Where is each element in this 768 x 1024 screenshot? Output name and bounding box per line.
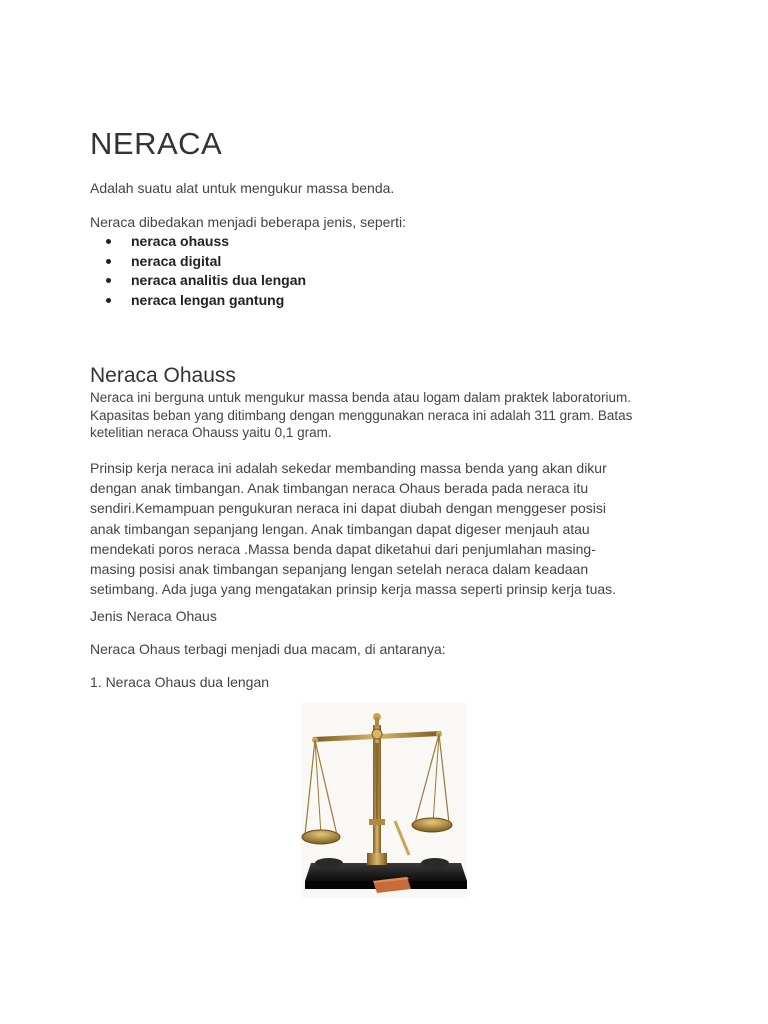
- text-line: masing posisi anak timbangan sepanjang lengan setelah neraca dalam keadaan: [90, 561, 589, 578]
- text-line: setimbang. Ada juga yang mengatakan prinsip kerja massa seperti prinsip kerja tuas.: [90, 581, 617, 598]
- section-intro-paragraph: [90, 389, 690, 442]
- text-line: sendiri.Kemampuan pengukuran neraca ini dapat diubah dengan menggeser posisi: [90, 500, 607, 517]
- types-lead-text: Neraca dibedakan menjadi beberapa jenis, seperti:: [90, 214, 406, 230]
- text-line: anak timbangan sepanjang lengan. Anak timbangan dapat digeser menjauh atau: [90, 520, 590, 537]
- text-line: dengan anak timbangan. Anak timbangan neraca Ohaus berada pada neraca itu: [90, 480, 589, 497]
- pointer-scale: [369, 819, 385, 825]
- intro-text: Adalah suatu alat untuk mengukur massa benda.: [90, 180, 395, 196]
- list-item: [90, 252, 306, 272]
- column-neck: [375, 717, 379, 727]
- text-line: Neraca ini berguna untuk mengukur massa benda atau logam dalam praktek laboratorium.: [90, 390, 632, 405]
- bullet-icon: [106, 298, 111, 303]
- numbered-item: 1. Neraca Ohaus dua lengan: [90, 674, 270, 690]
- page-title: NERACA: [90, 126, 223, 161]
- principle-paragraph: [90, 458, 665, 599]
- right-pan: [412, 818, 452, 832]
- list-item-label: neraca lengan gantung: [131, 291, 285, 308]
- balance-scale-illustration: [301, 703, 467, 898]
- section-title: Neraca Ohauss: [90, 364, 236, 387]
- list-item: [90, 271, 306, 291]
- text-line: Prinsip kerja neraca ini adalah sekedar membanding massa benda yang akan dikur: [90, 460, 607, 476]
- balance-scale-figure: [301, 703, 467, 898]
- right-foot: [421, 858, 449, 868]
- left-foot: [315, 858, 343, 868]
- list-item-label: neraca digital: [131, 252, 222, 269]
- types-list: [90, 232, 306, 310]
- text-line: Kapasitas beban yang ditimbang dengan menggunakan neraca ini adalah 311 gram. Batas: [90, 407, 633, 423]
- column-foot: [367, 853, 387, 865]
- left-pan: [302, 830, 340, 844]
- list-item: [90, 291, 306, 311]
- list-item-label: neraca ohauss: [131, 233, 230, 249]
- bullet-icon: [106, 239, 111, 244]
- beam-pivot: [372, 729, 382, 739]
- text-line: ketelitian neraca Ohauss yaitu 0,1 gram.: [90, 425, 332, 440]
- list-item-label: neraca analitis dua lengan: [131, 272, 307, 288]
- bullet-icon: [106, 259, 111, 264]
- subhead-text: Jenis Neraca Ohaus: [90, 608, 217, 624]
- text-line: mendekati poros neraca .Massa benda dapat diketahui dari penjumlahan masing-: [90, 540, 596, 557]
- division-text: Neraca Ohaus terbagi menjadi dua macam, di antaranya:: [90, 641, 446, 657]
- bullet-icon: [106, 278, 111, 283]
- list-item: [90, 232, 306, 252]
